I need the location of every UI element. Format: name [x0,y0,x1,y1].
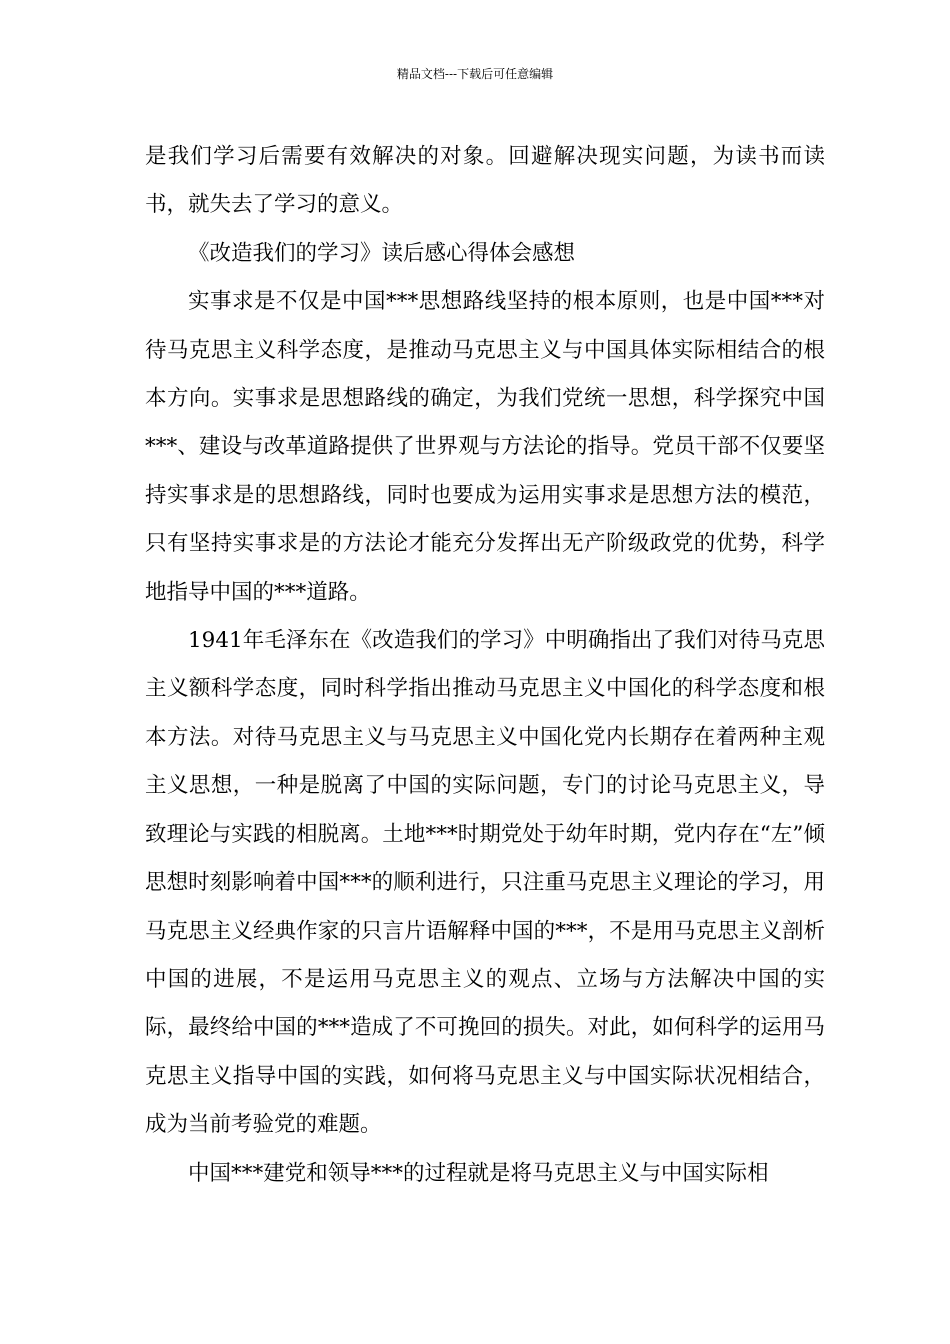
paragraph-continuation: 是我们学习后需要有效解决的对象。回避解决现实问题，为读书而读书，就失去了学习的意义。 [145,144,825,218]
paragraph: 1941年毛泽东在《改造我们的学习》中明确指出了我们对待马克思主义额科学态度，同时科学指出推动马克思主义中国化的科学态度和根本方法。对待马克思主义与马克思主义中国化党内长期存在着两种主观主义思想，一种是脱离了中国的实际问题，专门的讨论马克思主义，导致理论与实践的相脱离。土地***时期党处于幼年时期，党内存在“左”倾思想时刻影响着中国***的顺利进行，只注重马克思主义理论的学习，用马克思主义经典作家的只言片语解释中国的***，不是用马克思主义剖析中国的进展，不是运用马克思主义的观点、立场与方法解决中国的实际，最终给中国的***造成了不可挽回的损失。对此，如何科学的运用马克思主义指导中国的实践，如何将马克思主义与中国实际状况相结合，成为当前考验党的难题。 [145,628,825,1138]
section-title: 《改造我们的学习》读后感心得体会感想 [188,240,576,266]
paragraph: 中国***建党和领导***的过程就是将马克思主义与中国实际相 [188,1160,769,1186]
page-header: 精品文档---下载后可任意编辑 [396,67,554,81]
document-body [145,133,825,1198]
paragraph: 实事求是不仅是中国***思想路线坚持的根本原则，也是中国***对待马克思主义科学态度，是推动马克思主义与中国具体实际相结合的根本方向。实事求是思想路线的确定，为我们党统一思想，科学探究中国***、建设与改革道路提供了世界观与方法论的指导。党员干部不仅要坚持实事求是的思想路线，同时也要成为运用实事求是思想方法的模范，只有坚持实事求是的方法论才能充分发挥出无产阶级政党的优势，科学地指导中国的***道路。 [145,289,825,605]
